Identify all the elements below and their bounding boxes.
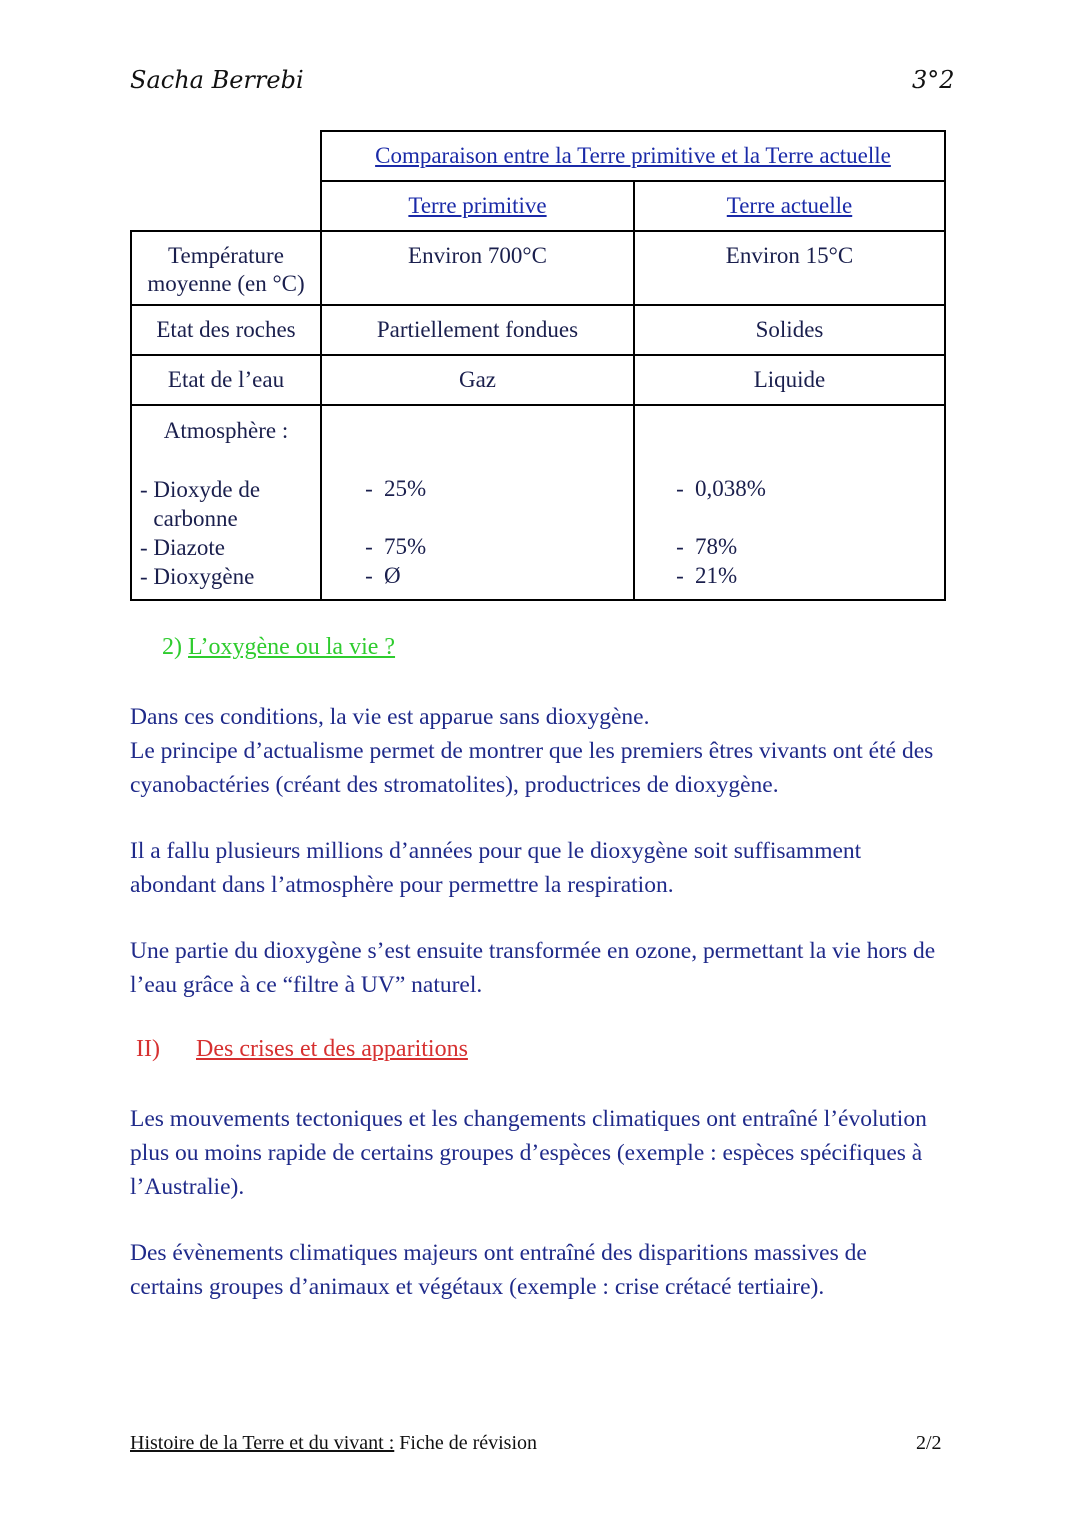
row-label-roches: Etat des roches bbox=[131, 305, 321, 355]
atmosphere-label: Atmosphère : bbox=[163, 418, 289, 443]
cell-temperature-primitive: Environ 700°C bbox=[321, 231, 634, 305]
cell-eau-primitive: Gaz bbox=[321, 355, 634, 405]
subsection-heading bbox=[162, 634, 395, 661]
cell-roches-actuelle: Solides bbox=[634, 305, 945, 355]
col-header-primitive bbox=[321, 181, 634, 231]
gas-item: - Dioxyde de carbonne bbox=[140, 475, 320, 533]
gas-name: Dioxygène bbox=[153, 564, 255, 589]
paragraph: Il a fallu plusieurs millions d’années pour que le dioxygène soit suffisamment abondant dans l’atmosphère pour permettre la respiration. bbox=[130, 838, 862, 898]
section-number: II) bbox=[136, 1036, 160, 1062]
paragraph: Les mouvements tectoniques et les changements climatiques ont entraîné l’évolution plus ou moins rapide de certains groupes d’espèces (exemple : espèces spécifiques à l’Australie). bbox=[130, 1106, 927, 1200]
table-corner-blank bbox=[131, 181, 321, 231]
table-row bbox=[131, 305, 945, 355]
col-header-primitive-label: Terre primitive bbox=[408, 193, 547, 218]
table-row bbox=[131, 231, 945, 305]
list-item: - 21% bbox=[676, 563, 738, 588]
paragraph-line: Dans ces conditions, la vie est apparue sans dioxygène. bbox=[130, 704, 650, 730]
paragraph bbox=[130, 700, 940, 802]
cell-atmosphere-primitive bbox=[321, 405, 634, 600]
cell-temperature-actuelle: Environ 15°C bbox=[634, 231, 945, 305]
col-header-actuelle bbox=[634, 181, 945, 231]
row-label-temperature: Température moyenne (en °C) bbox=[131, 231, 321, 305]
subsection-title: L’oxygène ou la vie ? bbox=[188, 634, 396, 660]
list-item: - 0,038% bbox=[676, 476, 766, 501]
list-item: - 75% bbox=[365, 534, 427, 559]
table-title: Comparaison entre la Terre primitive et la Terre actuelle bbox=[375, 143, 891, 168]
list-item: - Ø bbox=[365, 563, 401, 588]
footer-title bbox=[130, 1432, 537, 1455]
table-row bbox=[131, 405, 945, 600]
gas-value: 25% bbox=[384, 476, 427, 501]
cell-atmosphere-actuelle bbox=[634, 405, 945, 600]
paragraph-line: Le principe d’actualisme permet de montrer que les premiers êtres vivants ont été des cyanobactéries (créant des stromatolites), productrices de dioxygène. bbox=[130, 738, 934, 798]
gas-item: - Dioxygène bbox=[140, 564, 255, 589]
gas-value: Ø bbox=[384, 563, 401, 588]
gas-value: 78% bbox=[695, 534, 738, 559]
section-title: Des crises et des apparitions bbox=[196, 1036, 468, 1062]
gas-value: 0,038% bbox=[695, 476, 766, 501]
gas-value: 75% bbox=[384, 534, 427, 559]
section-heading bbox=[136, 1036, 468, 1063]
page-number: 2/2 bbox=[916, 1432, 942, 1454]
footer-document-title: Histoire de la Terre et du vivant : bbox=[130, 1432, 395, 1454]
row-label-eau: Etat de l’eau bbox=[131, 355, 321, 405]
gas-item: - Diazote bbox=[140, 535, 225, 560]
list-item: - 78% bbox=[676, 534, 738, 559]
list-item: - 25% bbox=[365, 476, 427, 501]
table-title-cell bbox=[321, 131, 945, 181]
comparison-table bbox=[130, 130, 946, 601]
gas-name: Dioxyde de carbonne bbox=[153, 477, 261, 531]
paragraph: Des évènements climatiques majeurs ont entraîné des disparitions massives de certains groupes d’animaux et végétaux (exemple : crise crétacé tertiaire). bbox=[130, 1240, 867, 1300]
subsection-number: 2) bbox=[162, 634, 182, 660]
cell-eau-actuelle: Liquide bbox=[634, 355, 945, 405]
row-label-atmosphere bbox=[131, 405, 321, 600]
header-class: 3°2 bbox=[912, 66, 955, 94]
gas-name: Diazote bbox=[153, 535, 225, 560]
footer-document-subtitle: Fiche de révision bbox=[399, 1432, 538, 1454]
gas-value: 21% bbox=[695, 563, 738, 588]
cell-roches-primitive: Partiellement fondues bbox=[321, 305, 634, 355]
col-header-actuelle-label: Terre actuelle bbox=[726, 193, 853, 218]
table-corner-blank bbox=[131, 131, 321, 181]
paragraph: Une partie du dioxygène s’est ensuite transformée en ozone, permettant la vie hors de l’eau grâce à ce “filtre à UV” naturel. bbox=[130, 938, 936, 998]
header-author: Sacha Berrebi bbox=[130, 66, 304, 94]
table-row bbox=[131, 355, 945, 405]
